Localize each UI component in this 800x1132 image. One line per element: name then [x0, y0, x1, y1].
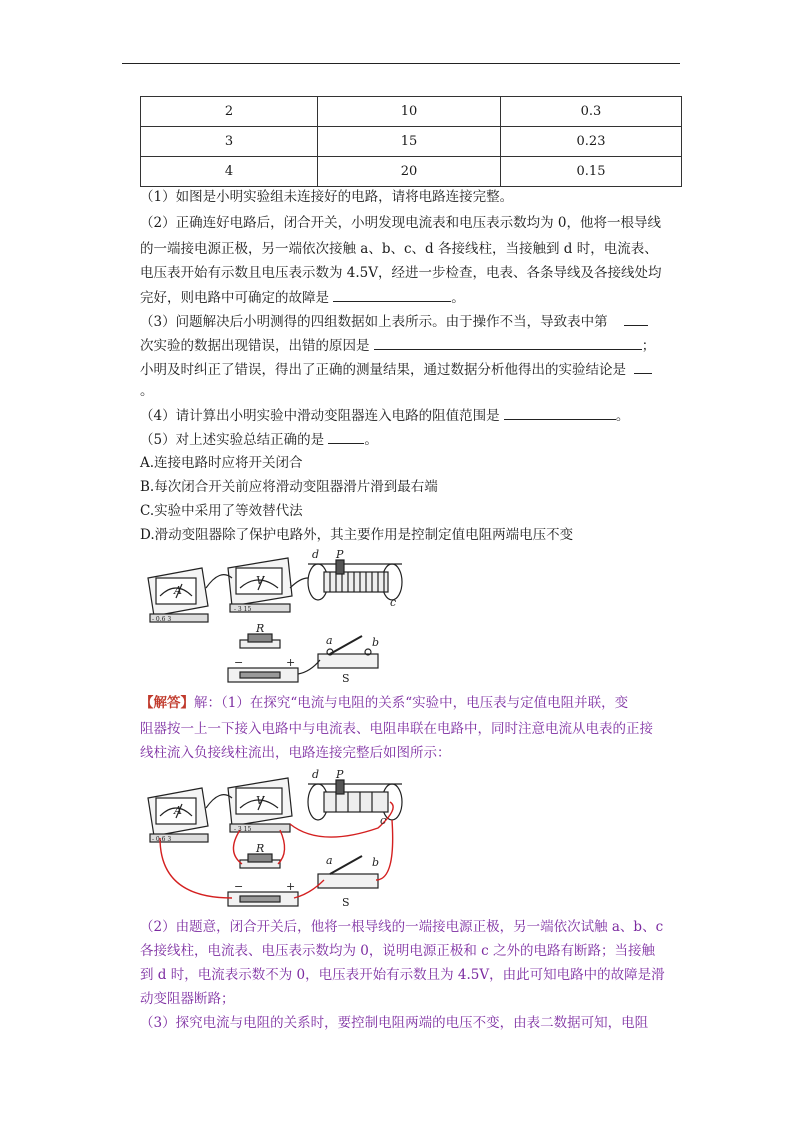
answer-tag: 【解答】: [140, 695, 194, 711]
battery: [228, 668, 298, 682]
table-cell: 0.3: [501, 97, 682, 127]
battery-plus: +: [286, 880, 296, 893]
question-3-line-2: [140, 335, 655, 356]
question-text: 次实验的数据出现错误，出错的原因是: [140, 338, 374, 354]
question-3-line-1: [140, 311, 648, 332]
battery-minus: −: [234, 880, 244, 893]
table-row: [141, 157, 682, 187]
question-text: 。: [615, 408, 630, 424]
ammeter-symbol: A: [174, 804, 182, 817]
question-text: ；: [641, 338, 656, 354]
answer-blank[interactable]: [624, 311, 648, 326]
resistor: [240, 634, 280, 648]
label-a: a: [326, 854, 333, 867]
option-a: A.连接电路时应将开关闭合: [140, 455, 303, 471]
data-table: [140, 96, 682, 187]
answer-3-line-1: （3）探究电流与电阻的关系时，要控制电阻两端的电压不变，由表二数据可知，电阻: [140, 1015, 649, 1031]
label-b: b: [372, 636, 380, 649]
option-d: D.滑动变阻器除了保护电路外，其主要作用是控制定值电阻两端电压不变: [140, 527, 574, 543]
ammeter-symbol: A: [174, 584, 182, 597]
answer-blank[interactable]: [634, 359, 652, 374]
answer-2-line-3: 到 d 时，电流表示数不为 0，电压表开始有示数且为 4.5V，由此可知电路中的故障是滑: [140, 967, 665, 983]
header-rule: [122, 63, 680, 64]
question-2-line-3: 电压表开始有示数且电压表示数为 4.5V，经进一步检查，电表、各条导线及各接线处均: [140, 265, 662, 281]
table-row: [141, 97, 682, 127]
label-p: P: [336, 768, 344, 781]
answer-blank[interactable]: [328, 429, 364, 444]
answer-2-line-4: 动变阻器断路；: [140, 991, 235, 1007]
rheostat: [308, 560, 402, 600]
answer-1-line-2: 阻器按一上一下接入电路中与电流表、电阻串联在电路中，同时注意电流从电表的正接: [140, 721, 653, 737]
label-s: S: [342, 896, 350, 908]
label-b: b: [372, 856, 380, 869]
table-cell: 4: [141, 157, 318, 187]
table-cell: 20: [318, 157, 501, 187]
label-r: R: [256, 622, 265, 635]
voltmeter-symbol: V: [256, 794, 264, 807]
answer-blank[interactable]: [374, 335, 642, 350]
question-text: 小明及时纠正了错误，得出了正确的测量结果，通过数据分析他得出的实验结论是: [140, 362, 631, 378]
label-s: S: [342, 672, 350, 685]
question-2-line-1: （2）正确连好电路后，闭合开关，小明发现电流表和电压表示数均为 0，他将一根导线: [140, 215, 661, 231]
voltmeter-terminal-label: - 3 15: [234, 606, 252, 613]
question-text: （5）对上述实验总结正确的是: [140, 432, 329, 448]
label-a: a: [326, 634, 333, 647]
option-b: B.每次闭合开关前应将滑动变阻器滑片滑到最右端: [140, 479, 438, 495]
circuit-figure-incomplete: [140, 548, 420, 688]
question-1: （1）如图是小明实验组未连接好的电路，请将电路连接完整。: [140, 189, 514, 205]
battery-plus: +: [286, 656, 296, 669]
question-text: （3）问题解决后小明测得的四组数据如上表所示。由于操作不当，导致表中第: [140, 314, 612, 330]
question-3-line-3: [140, 359, 652, 380]
answer-blank[interactable]: [333, 287, 451, 302]
table-cell: 0.15: [501, 157, 682, 187]
label-c: c: [390, 596, 397, 609]
question-text: 。: [451, 290, 465, 306]
ammeter-terminal-label: - 0.6 3: [152, 836, 172, 843]
option-c: C.实验中采用了等效替代法: [140, 503, 303, 519]
label-c: c: [380, 814, 387, 827]
question-5: [140, 429, 378, 450]
question-text: 。: [364, 432, 378, 448]
answer-1-line-3: 线柱流入负接线柱流出，电路连接完整后如图所示：: [140, 745, 451, 761]
table-cell: 3: [141, 127, 318, 157]
table-cell: 0.23: [501, 127, 682, 157]
answer-1-line-1: [140, 693, 628, 713]
question-text: 完好，则电路中可确定的故障是: [140, 290, 334, 306]
answer-blank[interactable]: [504, 405, 616, 420]
table-cell: 15: [318, 127, 501, 157]
table-cell: 10: [318, 97, 501, 127]
label-d: d: [312, 548, 320, 561]
answer-text: 解：（1）在探究“电流与电阻的关系“实验中，电压表与定值电阻并联，变: [194, 695, 629, 711]
question-4: [140, 405, 629, 426]
voltmeter-terminal-label: - 3 15: [234, 826, 252, 833]
voltmeter-symbol: V: [256, 574, 264, 587]
label-d: d: [312, 768, 320, 781]
table-cell: 2: [141, 97, 318, 127]
question-3-line-4: 。: [140, 383, 154, 399]
answer-2-line-2: 各接线柱，电流表、电压表示数均为 0，说明电源正极和 c 之外的电路有断路；当接触: [140, 943, 656, 959]
answer-2-line-1: （2）由题意，闭合开关后，他将一根导线的一端接电源正极，另一端依次试触 a、b、c: [140, 919, 664, 935]
circuit-figure-complete: [140, 768, 420, 908]
battery-minus: −: [234, 656, 244, 669]
table-row: [141, 127, 682, 157]
ammeter-terminal-label: - 0.6 3: [152, 616, 172, 623]
question-2-line-2: 的一端接电源正极，另一端依次接触 a、b、c、d 各接线柱，当接触到 d 时，电流表、: [140, 241, 658, 257]
question-2-line-4: [140, 287, 465, 308]
label-p: P: [336, 548, 344, 561]
label-r: R: [256, 842, 265, 855]
question-text: （4）请计算出小明实验中滑动变阻器连入电路的阻值范围是: [140, 408, 504, 424]
